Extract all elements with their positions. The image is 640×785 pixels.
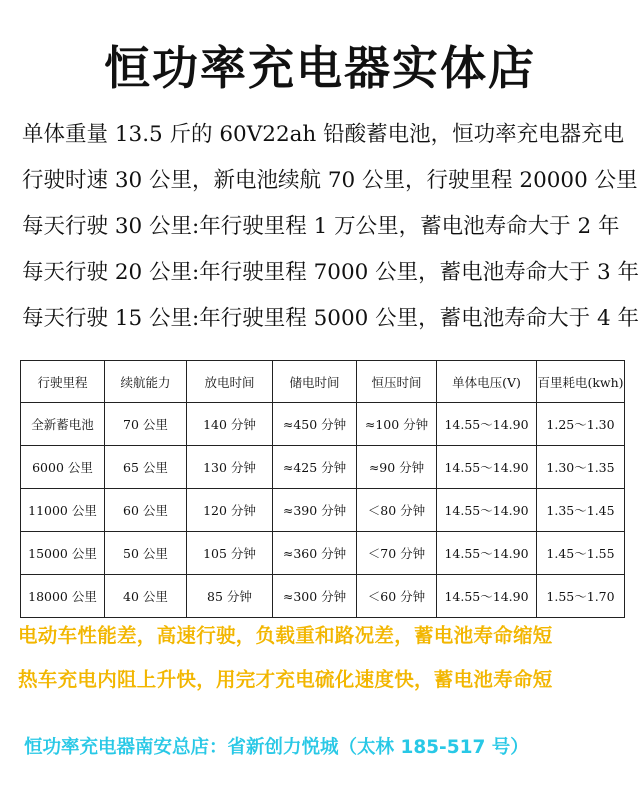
store-address: 恒功率充电器南安总店：省新创力悦城（太林 185-517 号） — [24, 737, 529, 758]
table-cell: ≈90 分钟 — [357, 446, 437, 489]
column-header: 放电时间 — [187, 361, 273, 403]
table-cell: 14.55～14.90 — [437, 403, 537, 446]
table-cell: 14.55～14.90 — [437, 575, 537, 618]
table-cell: ≈300 分钟 — [273, 575, 357, 618]
table-cell: 1.55～1.70 — [537, 575, 625, 618]
battery-table — [20, 360, 625, 618]
table-cell: 1.45～1.55 — [537, 532, 625, 575]
table-cell: 18000 公里 — [21, 575, 105, 618]
table-cell: 130 分钟 — [187, 446, 273, 489]
table-cell: 6000 公里 — [21, 446, 105, 489]
table-cell: 1.25～1.30 — [537, 403, 625, 446]
table-cell: 50 公里 — [105, 532, 187, 575]
intro-line: 每天行驶 20 公里:年行驶里程 7000 公里，蓄电池寿命大于 3 年 — [22, 260, 640, 285]
intro-line: 单体重量 13.5 斤的 60V22ah 铅酸蓄电池，恒功率充电器充电 — [22, 122, 625, 147]
table-cell: ＜80 分钟 — [357, 489, 437, 532]
column-header: 单体电压(V) — [437, 361, 537, 403]
table-cell: 40 公里 — [105, 575, 187, 618]
table-cell: 60 公里 — [105, 489, 187, 532]
table-cell: 105 分钟 — [187, 532, 273, 575]
column-header: 恒压时间 — [357, 361, 437, 403]
table-cell: ≈450 分钟 — [273, 403, 357, 446]
warning-notes — [18, 614, 628, 702]
table-cell: 120 分钟 — [187, 489, 273, 532]
column-header: 续航能力 — [105, 361, 187, 403]
column-header: 行驶里程 — [21, 361, 105, 403]
intro-lines — [22, 112, 640, 342]
table-cell: 70 公里 — [105, 403, 187, 446]
table-cell: 14.55～14.90 — [437, 446, 537, 489]
table-cell: 85 分钟 — [187, 575, 273, 618]
column-header: 储电时间 — [273, 361, 357, 403]
table-cell: ≈360 分钟 — [273, 532, 357, 575]
warning-note: 热车充电内阻上升快，用完才充电硫化速度快，蓄电池寿命短 — [18, 668, 553, 691]
table-cell: 14.55～14.90 — [437, 489, 537, 532]
table-cell: 15000 公里 — [21, 532, 105, 575]
table-row — [21, 446, 625, 489]
table-cell: ＜70 分钟 — [357, 532, 437, 575]
intro-line: 每天行驶 15 公里:年行驶里程 5000 公里，蓄电池寿命大于 4 年 — [22, 306, 640, 331]
page-title: 恒功率充电器实体店 — [104, 41, 536, 95]
table-header-row — [21, 361, 625, 403]
warning-note: 电动车性能差，高速行驶，负载重和路况差，蓄电池寿命缩短 — [18, 624, 553, 647]
intro-line: 行驶时速 30 公里，新电池续航 70 公里，行驶里程 20000 公里 — [22, 168, 638, 193]
battery-table-container — [20, 360, 624, 618]
table-cell: 14.55～14.90 — [437, 532, 537, 575]
table-row — [21, 532, 625, 575]
table-cell: ≈425 分钟 — [273, 446, 357, 489]
table-cell: ≈100 分钟 — [357, 403, 437, 446]
table-row — [21, 575, 625, 618]
table-cell: 65 公里 — [105, 446, 187, 489]
table-cell: 1.35～1.45 — [537, 489, 625, 532]
table-cell: 1.30～1.35 — [537, 446, 625, 489]
table-cell: ≈390 分钟 — [273, 489, 357, 532]
table-row — [21, 489, 625, 532]
table-row — [21, 403, 625, 446]
table-cell: ＜60 分钟 — [357, 575, 437, 618]
column-header: 百里耗电(kwh) — [537, 361, 625, 403]
table-cell: 全新蓄电池 — [21, 403, 105, 446]
table-cell: 11000 公里 — [21, 489, 105, 532]
intro-line: 每天行驶 30 公里:年行驶里程 1 万公里，蓄电池寿命大于 2 年 — [22, 214, 620, 239]
table-cell: 140 分钟 — [187, 403, 273, 446]
